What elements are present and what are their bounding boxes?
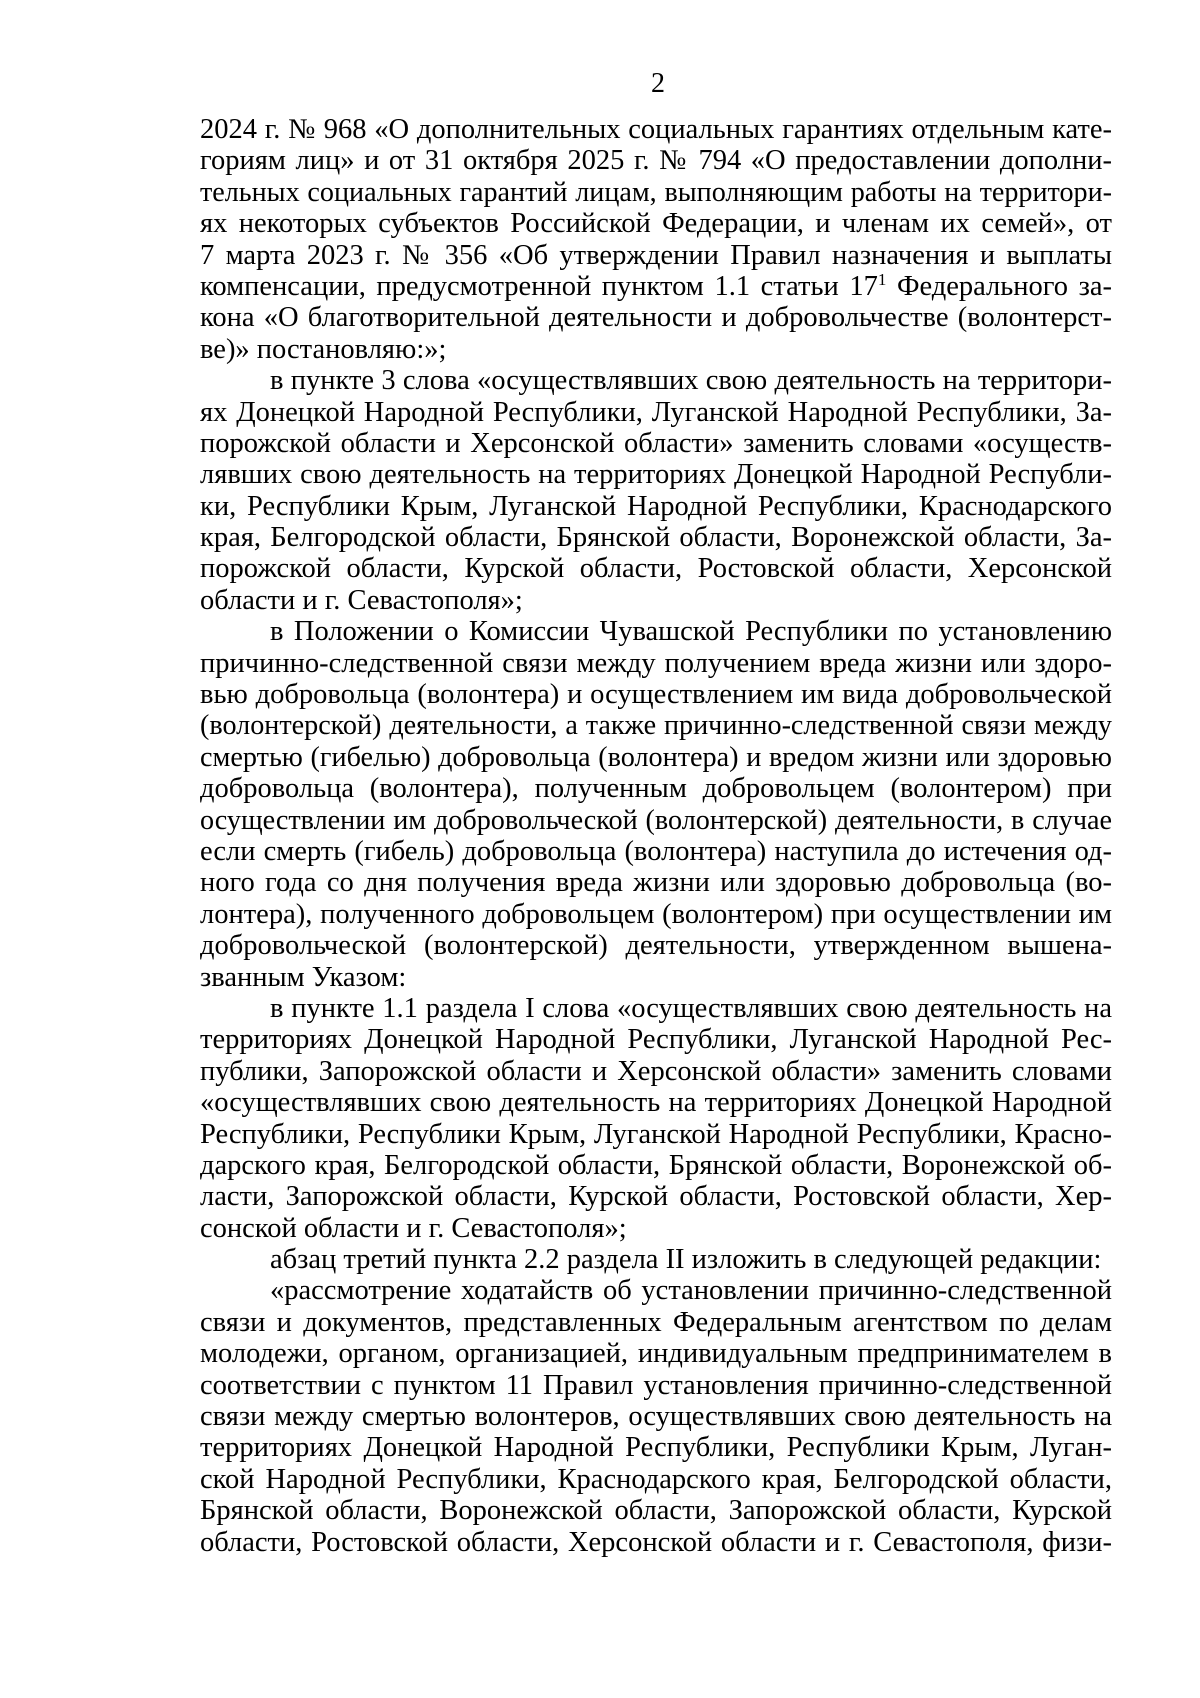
text-line xyxy=(200,491,1112,522)
text-line xyxy=(200,1087,1112,1118)
text-line xyxy=(200,1024,1112,1055)
line-text: добровольческой (волонтерской) деятельности, утвержденном вышена- xyxy=(200,930,1112,962)
text-line xyxy=(200,710,1112,741)
text-line xyxy=(200,428,1112,459)
line-text: «рассмотрение ходатайств об установлении причинно-следственной xyxy=(270,1275,1112,1307)
text-line xyxy=(200,302,1112,333)
text-line xyxy=(200,1056,1112,1087)
line-text: области и г. Севастополя»; xyxy=(200,584,523,616)
text-line xyxy=(200,585,1112,616)
line-text: Брянской области, Воронежской области, Запорожской области, Курской xyxy=(200,1495,1112,1527)
line-text: сонской области и г. Севастополя»; xyxy=(200,1212,627,1244)
line-text: порожской области и Херсонской области» заменить словами «осуществ- xyxy=(200,427,1112,459)
text-line xyxy=(200,899,1112,930)
superscript: 1 xyxy=(877,269,887,289)
line-text: соответствии с пунктом 11 Правил установления причинно-следственной xyxy=(200,1369,1112,1401)
line-text: области, Ростовской области, Херсонской области и г. Севастополя, физи- xyxy=(200,1526,1112,1558)
text-line xyxy=(200,1527,1112,1558)
text-line xyxy=(200,1119,1112,1150)
text-line xyxy=(200,1213,1112,1244)
text-line xyxy=(200,805,1112,836)
line-text-continued: Федерального за- xyxy=(886,270,1112,302)
line-text: (волонтерской) деятельности, а также причинно-следственной связи между xyxy=(200,710,1112,742)
line-text: территориях Донецкой Народной Республики, Республики Крым, Луган- xyxy=(200,1432,1112,1464)
paragraph-first-line xyxy=(200,616,1112,647)
text-line xyxy=(200,867,1112,898)
line-text: в пункте 3 слова «осуществлявших свою деятельность на территори- xyxy=(270,365,1112,397)
line-text: 7 марта 2023 г. № 356 «Об утверждении Правил назначения и выплаты xyxy=(200,239,1112,271)
paragraph-first-line xyxy=(200,365,1112,396)
text-line xyxy=(200,1370,1112,1401)
text-line xyxy=(200,836,1112,867)
text-line xyxy=(200,177,1112,208)
line-text: причинно-следственной связи между получением вреда жизни или здоро- xyxy=(200,647,1112,679)
text-line xyxy=(200,240,1112,271)
text-line xyxy=(200,1401,1112,1432)
line-text: кона «О благотворительной деятельности и добровольчестве (волонтерст- xyxy=(200,302,1112,334)
text-line xyxy=(200,1181,1112,1212)
text-line xyxy=(200,271,1112,302)
line-text: 2024 г. № 968 «О дополнительных социальных гарантиях отдельным кате- xyxy=(200,114,1112,145)
line-text: абзац третий пункта 2.2 раздела II изложить в следующей редакции: xyxy=(270,1244,1102,1276)
line-text: лонтера), полученного добровольцем (волонтером) при осуществлении им xyxy=(200,898,1112,930)
text-line xyxy=(200,334,1112,365)
line-text: гориям лиц» и от 31 октября 2025 г. № 794 «О предоставлении дополни- xyxy=(200,145,1112,177)
line-text: связи между смертью волонтеров, осуществлявших свою деятельность на xyxy=(200,1401,1112,1433)
text-line xyxy=(200,114,1112,145)
text-line xyxy=(200,208,1112,239)
line-text: тельных социальных гарантий лицам, выполняющим работы на территори- xyxy=(200,176,1112,208)
line-text: ного года со дня получения вреда жизни или здоровью добровольца (во- xyxy=(200,867,1112,899)
line-text: смертью (гибелью) добровольца (волонтера) и вредом жизни или здоровью xyxy=(200,741,1112,773)
document-body xyxy=(200,114,1112,1558)
text-line xyxy=(200,930,1112,961)
line-text: компенсации, предусмотренной пунктом 1.1 статьи 17 xyxy=(200,270,878,302)
paragraph-first-line xyxy=(200,1244,1112,1275)
text-line xyxy=(200,1338,1112,1369)
text-line xyxy=(200,145,1112,176)
line-text: связи и документов, представленных Федеральным агентством по делам xyxy=(200,1306,1112,1338)
text-line xyxy=(200,1432,1112,1463)
line-text: ки, Республики Крым, Луганской Народной Республики, Краснодарского xyxy=(200,490,1112,522)
paragraph-first-line xyxy=(200,1275,1112,1306)
text-line xyxy=(200,962,1112,993)
line-text: ской Народной Республики, Краснодарского края, Белгородской области, xyxy=(200,1463,1112,1495)
text-line xyxy=(200,742,1112,773)
text-line xyxy=(200,459,1112,490)
line-text: «осуществлявших свою деятельность на территориях Донецкой Народной xyxy=(200,1087,1112,1119)
text-line xyxy=(200,648,1112,679)
text-line xyxy=(200,1307,1112,1338)
line-text: вью добровольца (волонтера) и осуществлением им вида добровольческой xyxy=(200,679,1112,711)
text-line xyxy=(200,1495,1112,1526)
line-text: ве)» постановляю:»; xyxy=(200,333,447,365)
line-text: Республики, Республики Крым, Луганской Народной Республики, Красно- xyxy=(200,1118,1112,1150)
line-text: публики, Запорожской области и Херсонской области» заменить словами xyxy=(200,1055,1112,1087)
text-line xyxy=(200,397,1112,428)
text-line xyxy=(200,1464,1112,1495)
line-text: территориях Донецкой Народной Республики, Луганской Народной Рес- xyxy=(200,1024,1112,1056)
text-line xyxy=(200,773,1112,804)
line-text: ласти, Запорожской области, Курской области, Ростовской области, Хер- xyxy=(200,1181,1112,1213)
line-text: края, Белгородской области, Брянской области, Воронежской области, За- xyxy=(200,522,1112,554)
line-text: ях Донецкой Народной Республики, Луганской Народной Республики, За- xyxy=(200,396,1112,428)
text-line xyxy=(200,522,1112,553)
line-text: дарского края, Белгородской области, Брянской области, Воронежской об- xyxy=(200,1149,1112,1181)
line-text: лявших свою деятельность на территориях Донецкой Народной Республи- xyxy=(200,459,1112,491)
line-text: в пункте 1.1 раздела I слова «осуществлявших свою деятельность на xyxy=(270,992,1112,1024)
line-text: осуществлении им добровольческой (волонтерской) деятельности, в случае xyxy=(200,804,1112,836)
line-text: добровольца (волонтера), полученным добровольцем (волонтером) при xyxy=(200,773,1112,805)
line-text: ях некоторых субъектов Российской Федерации, и членам их семей», от xyxy=(200,208,1112,240)
line-text: если смерть (гибель) добровольца (волонтера) наступила до истечения од- xyxy=(200,835,1112,867)
line-text: званным Указом: xyxy=(200,961,407,993)
page-number: 2 xyxy=(651,68,665,99)
line-text: в Положении о Комиссии Чувашской Республики по установлению xyxy=(270,616,1112,648)
text-line xyxy=(200,1150,1112,1181)
text-line xyxy=(200,679,1112,710)
line-text: порожской области, Курской области, Ростовской области, Херсонской xyxy=(200,553,1112,585)
text-line xyxy=(200,553,1112,584)
line-text: молодежи, органом, организацией, индивидуальным предпринимателем в xyxy=(200,1338,1112,1370)
paragraph-first-line xyxy=(200,993,1112,1024)
